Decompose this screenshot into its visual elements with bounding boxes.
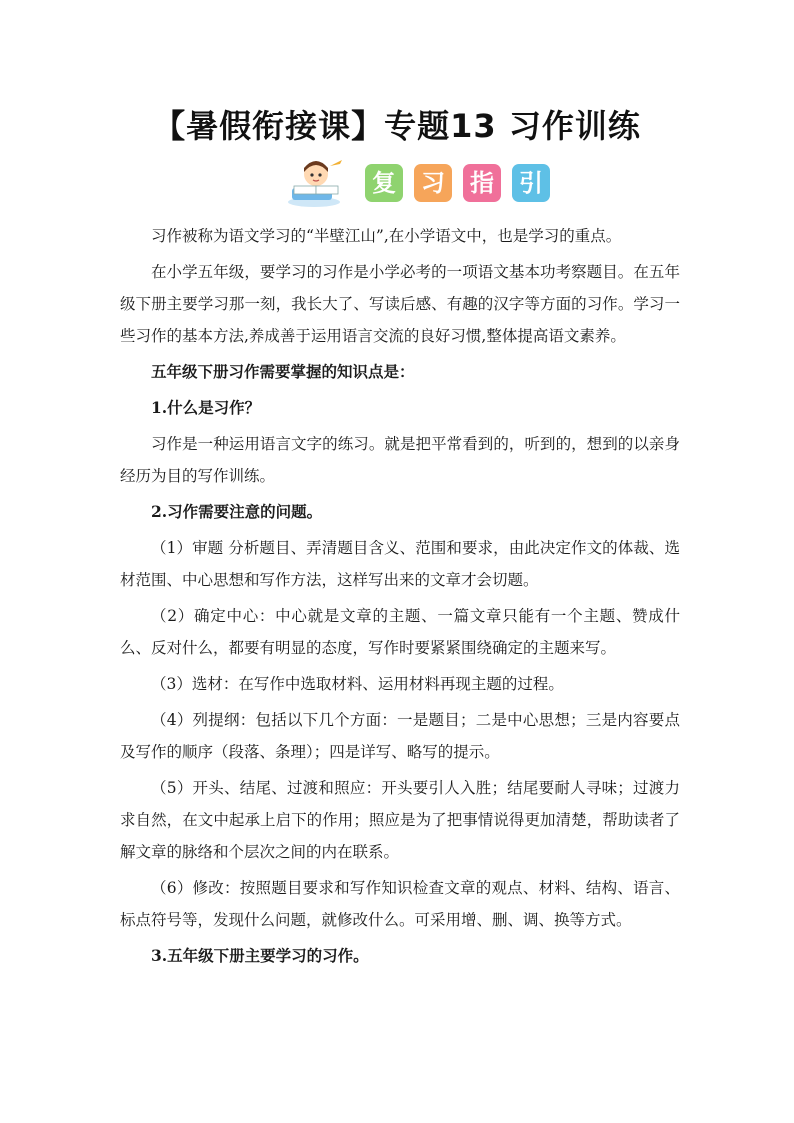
section-heading-1: 1.什么是习作？ <box>151 398 261 417</box>
item-3-paragraph: （3）选材：在写作中选取材料、运用材料再现主题的过程。 <box>151 675 564 693</box>
banner-tile-zhi <box>463 164 501 202</box>
banner-tile-xi <box>414 164 452 202</box>
item-5-paragraph: （5）开头、结尾、过渡和照应：开头要引人入胜；结尾要耐人寻味；过渡力求自然，在文中起承上启下的作用；照应是为了把事情说得更加清楚，帮助读者了解文章的脉络和个层次之间的内在联系。 <box>120 779 680 861</box>
item-1-paragraph: （1）审题 分析题目、弄清题目含义、范围和要求，由此决定作文的体裁、选材范围、中心思想和写作方法，这样写出来的文章才会切题。 <box>120 539 680 589</box>
item-2-paragraph: （2）确定中心：中心就是文章的主题、一篇文章只能有一个主题、赞成什么、反对什么，都要有明显的态度，写作时要紧紧围绕确定的主题来写。 <box>120 607 680 657</box>
tile-char: 复 <box>372 169 396 197</box>
banner-tile-yin <box>512 164 550 202</box>
section-heading-2: 2.习作需要注意的问题。 <box>151 502 323 521</box>
knowledge-heading: 五年级下册习作需要掌握的知识点是： <box>151 362 415 381</box>
student-reading-icon <box>286 158 348 208</box>
item-4-paragraph: （4）列提纲：包括以下几个方面：一是题目；二是中心思想；三是内容要点及写作的顺序（段落、条理）；四是详写、略写的提示。 <box>120 711 680 761</box>
page-title: 【暑假衔接课】专题13 习作训练 <box>153 107 641 145</box>
tile-char: 引 <box>519 169 543 197</box>
item-6-paragraph: （6）修改：按照题目要求和写作知识检查文章的观点、材料、结构、语言、标点符号等，发现什么问题，就修改什么。可采用增、删、调、换等方式。 <box>120 879 680 929</box>
definition-paragraph: 习作是一种运用语言文字的练习。就是把平常看到的，听到的，想到的以亲身经历为目的写作训练。 <box>120 435 680 485</box>
banner-tile-fu <box>365 164 403 202</box>
grade-five-paragraph: 在小学五年级，要学习的习作是小学必考的一项语文基本功考察题目。在五年级下册主要学习那一刻，我长大了、写读后感、有趣的汉字等方面的习作。学习一些习作的基本方法,养成善于运用语言交流的良好习惯,整体提高语文素养。 <box>120 263 680 345</box>
tile-char: 指 <box>470 169 494 197</box>
section-heading-3: 3.五年级下册主要学习的习作。 <box>151 946 369 965</box>
tile-char: 习 <box>421 169 445 197</box>
document-body <box>120 220 680 972</box>
review-guide-banner <box>286 158 550 208</box>
intro-paragraph: 习作被称为语文学习的“半壁江山”,在小学语文中，也是学习的重点。 <box>151 227 622 245</box>
